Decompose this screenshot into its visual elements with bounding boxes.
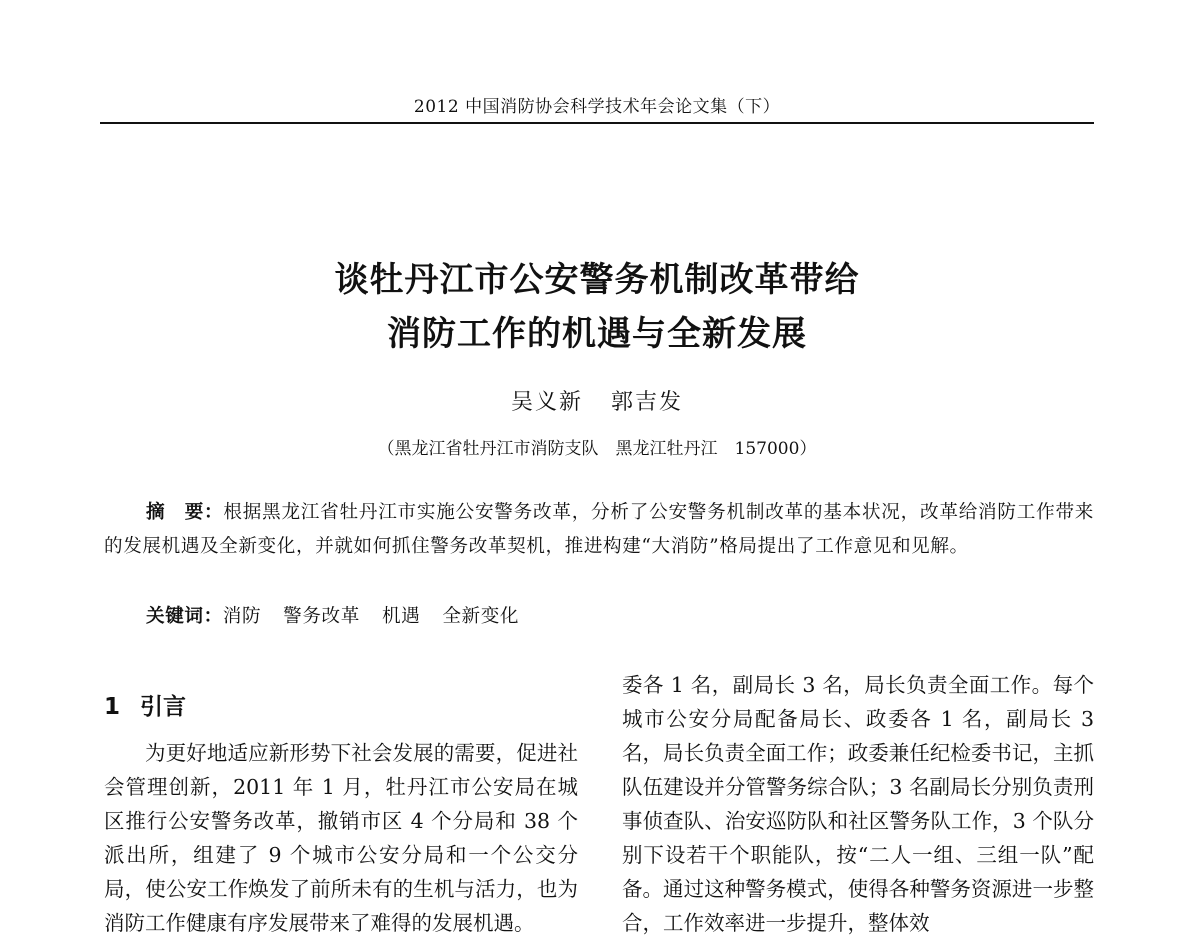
section-title: 引言 [140,694,187,720]
body-paragraph-left: 为更好地适应新形势下社会发展的需要，促进社会管理创新，2011 年 1 月，牡丹江市公安局在城区推行公安警务改革，撤销市区 4 个分局和 38 个派出所，组建了 9 个城市公安分局和一个公交分局，使公安工作焕发了前所未有的生机与活力，也为消防工作健康有序发展带来了难得的发展机遇。 [104,741,578,935]
keyword-3: 机遇 [381,606,421,627]
right-column [622,668,1094,940]
keyword-2: 警务改革 [283,606,360,627]
abstract [104,496,1094,564]
left-column [104,736,578,940]
keyword-1: 消防 [222,606,262,627]
paper-title-line-1: 谈牡丹江市公安警务机制改革带给 [334,260,860,300]
keyword-4: 全新变化 [442,606,520,627]
header-rule [100,122,1094,124]
author-2: 郭吉发 [611,390,684,415]
affiliation: （黑龙江省牡丹江市消防支队 黑龙江牡丹江 157000） [377,439,817,459]
abstract-text: 根据黑龙江省牡丹江市实施公安警务改革，分析了公安警务机制改革的基本状况，改革给消防工作带来的发展机遇及全新变化，并就如何抓住警务改革契机，推进构建“大消防”格局提出了工作意见和见解。 [104,502,1094,557]
abstract-label: 摘 要： [146,502,224,523]
authors [100,385,1094,416]
paper-title-line-2: 消防工作的机遇与全新发展 [387,314,807,354]
keywords [146,602,1086,628]
author-1: 吴义新 [510,390,583,415]
body-paragraph-right: 委各 1 名，副局长 3 名，局长负责全面工作。每个城市公安分局配备局长、政委各 1 名，副局长 3 名，局长负责全面工作；政委兼任纪检委书记，主抓队伍建设并分管警务综合队；3 名副局长分别负责刑事侦查队、治安巡防队和社区警务队工作，3 个队分别下设若干个职能队，按“二人一组、三组一队”配备。通过这种警务模式，使得各种警务资源进一步整合，工作效率进一步提升，整体效 [622,673,1094,935]
running-header: 2012 中国消防协会科学技术年会论文集（下） [413,97,781,117]
section-heading [104,688,186,721]
section-number: 1 [104,694,121,720]
keywords-label: 关键词： [146,606,223,627]
